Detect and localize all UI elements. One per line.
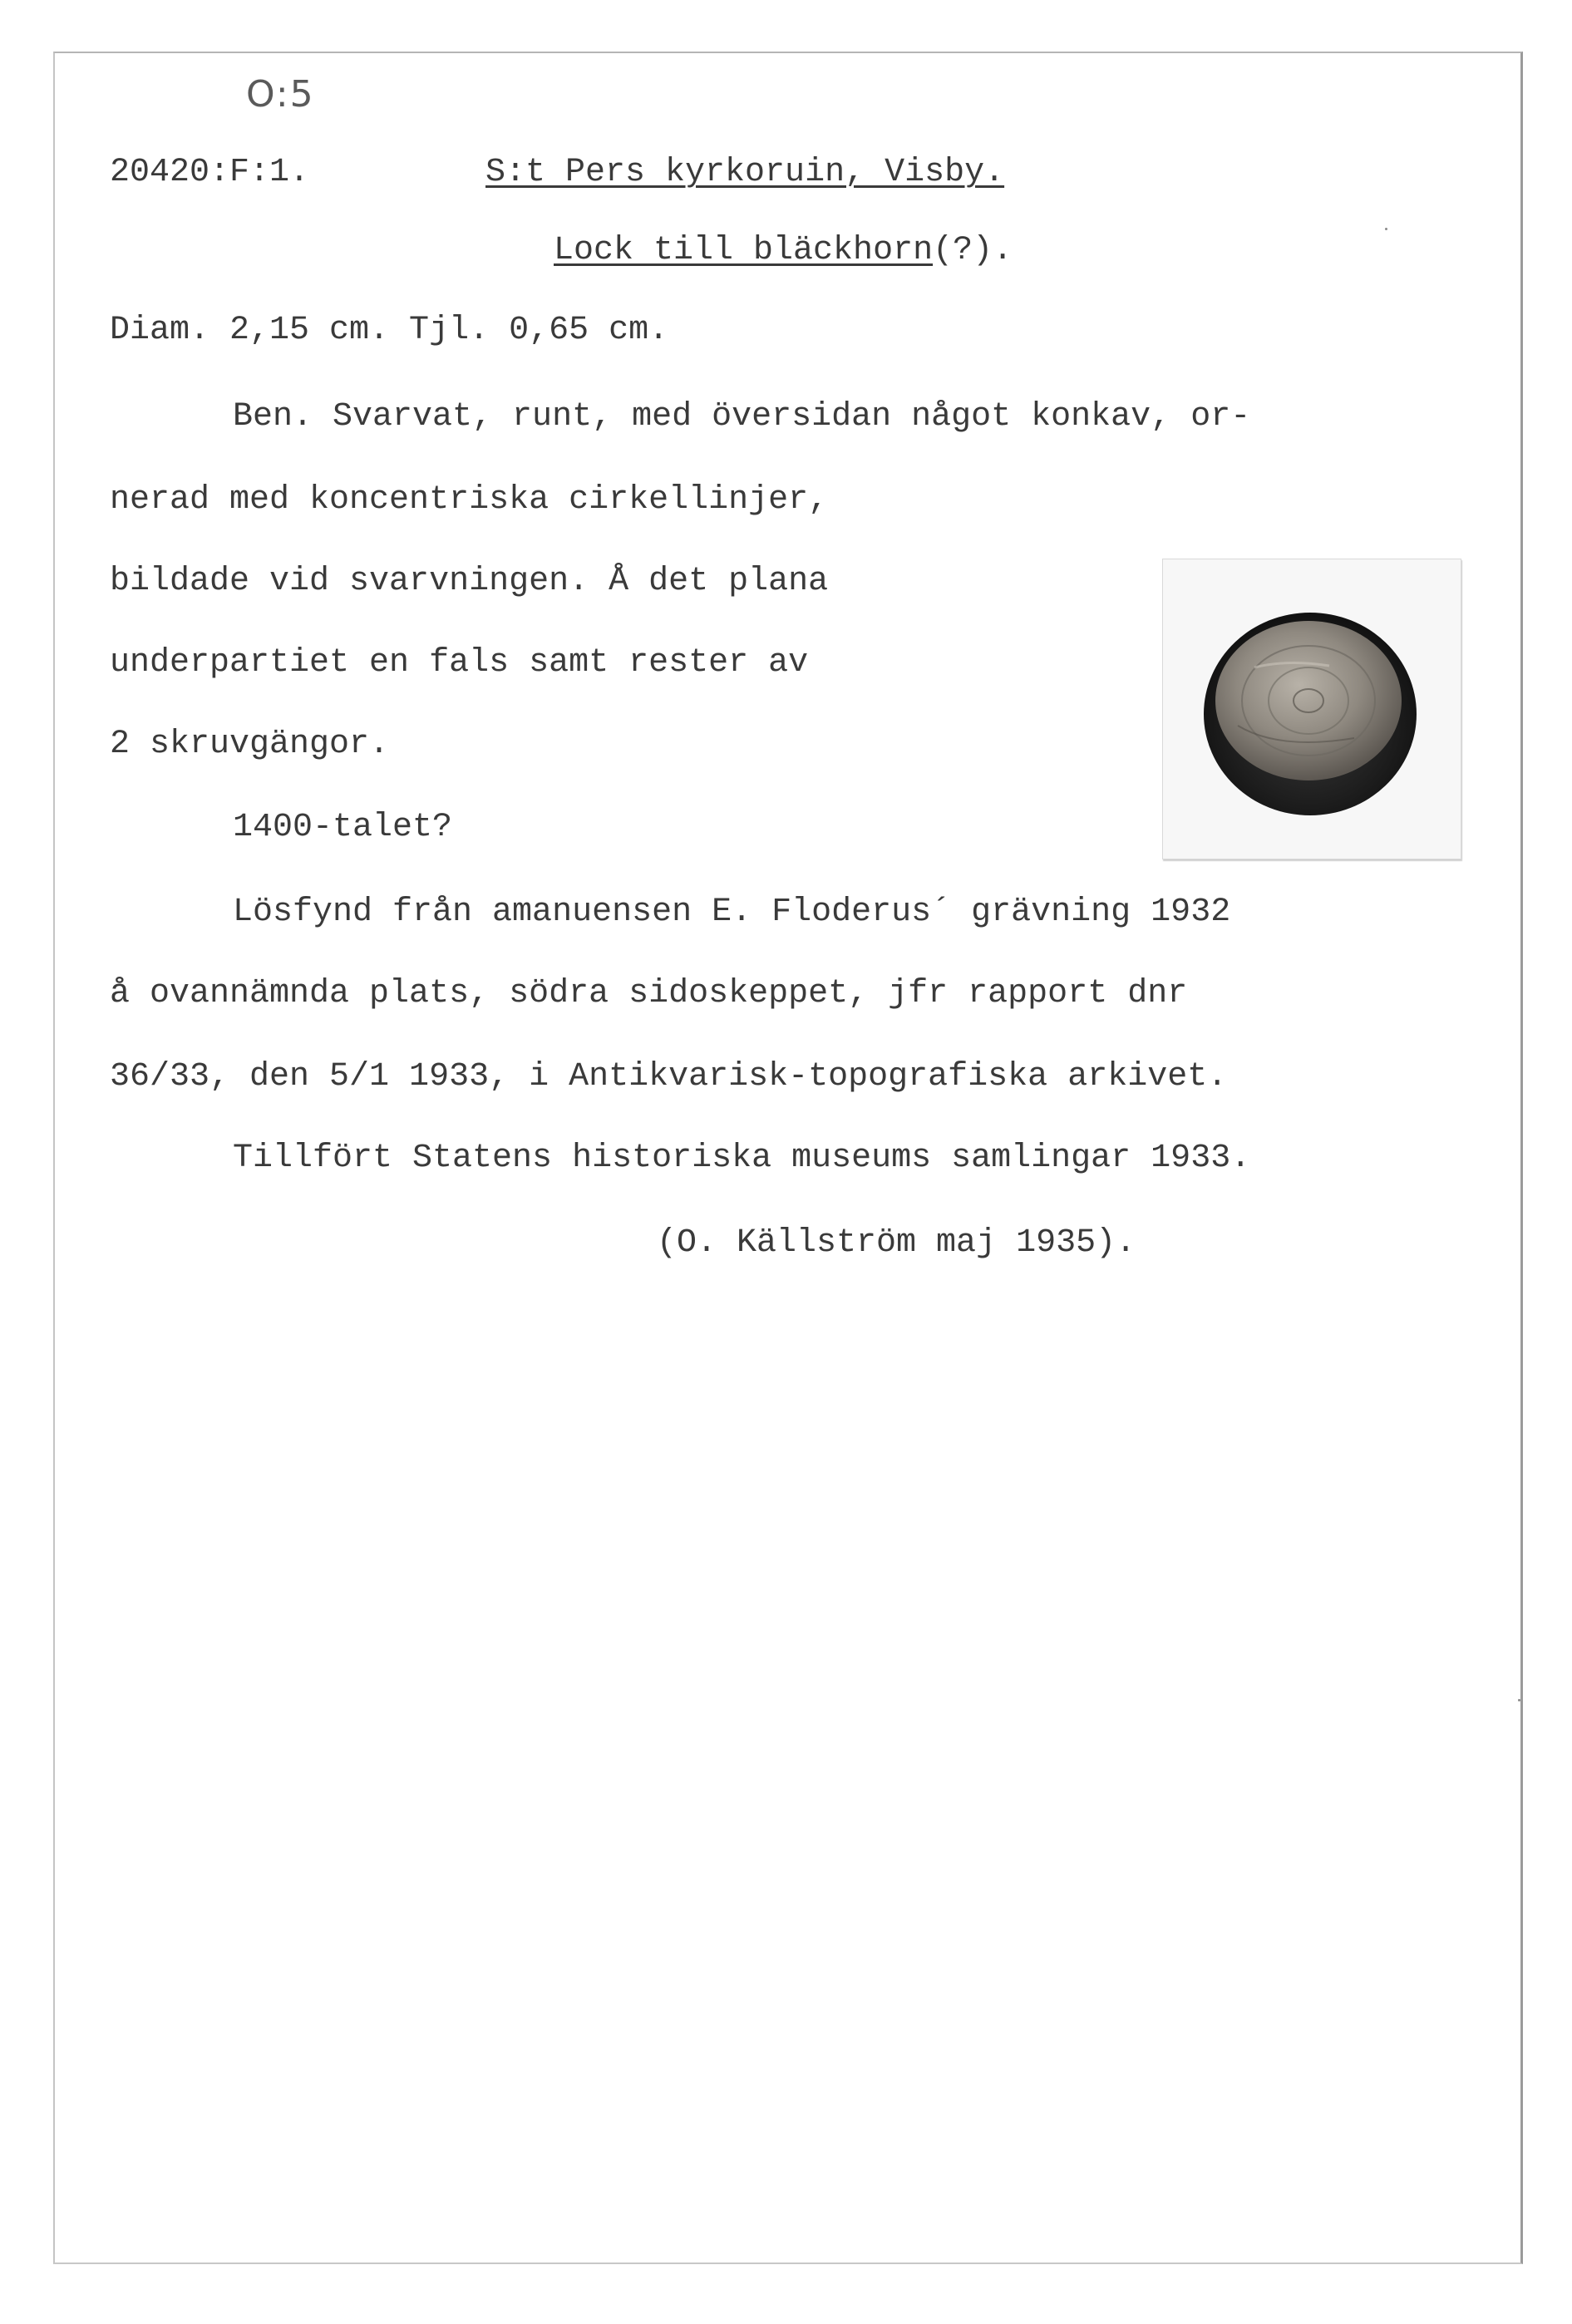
- paper-speck: [1385, 228, 1387, 230]
- dating: 1400-talet?: [233, 809, 453, 846]
- paper-speck: [1518, 1699, 1520, 1701]
- description-line-2: nerad med koncentriska cirkellinjer,: [110, 481, 829, 519]
- site-title: S:t Pers kyrkoruin, Visby.: [485, 154, 1005, 191]
- lid-image: [1163, 559, 1461, 859]
- dimensions: Diam. 2,15 cm. Tjl. 0,65 cm.: [110, 312, 669, 349]
- catalog-card: [53, 52, 1523, 2264]
- object-title-name: Lock till bläckhorn: [554, 232, 934, 269]
- find-line-3: 36/33, den 5/1 1933, i Antikvarisk-topografiska arkivet.: [110, 1058, 1228, 1096]
- handwritten-mark: O:5: [246, 73, 315, 116]
- transfer-note: Tillfört Statens historiska museums samlingar 1933.: [233, 1140, 1251, 1177]
- catalog-number: 20420:F:1.: [110, 154, 310, 191]
- description-line-5: 2 skruvgängor.: [110, 726, 390, 763]
- object-title-suffix: (?).: [933, 232, 1013, 269]
- find-line-1: Lösfynd från amanuensen E. Floderus´ grävning 1932: [233, 894, 1231, 931]
- description-line-3: bildade vid svarvningen. Å det plana: [110, 563, 829, 600]
- description-line-4: underpartiet en fals samt rester av: [110, 644, 809, 682]
- signature: (O. Källström maj 1935).: [657, 1224, 1136, 1262]
- description-line-1: Ben. Svarvat, runt, med översidan något konkav, or-: [233, 398, 1251, 436]
- object-title: [554, 231, 1013, 271]
- object-photo: [1162, 559, 1461, 859]
- find-line-2: å ovannämnda plats, södra sidoskeppet, jfr rapport dnr: [110, 975, 1188, 1012]
